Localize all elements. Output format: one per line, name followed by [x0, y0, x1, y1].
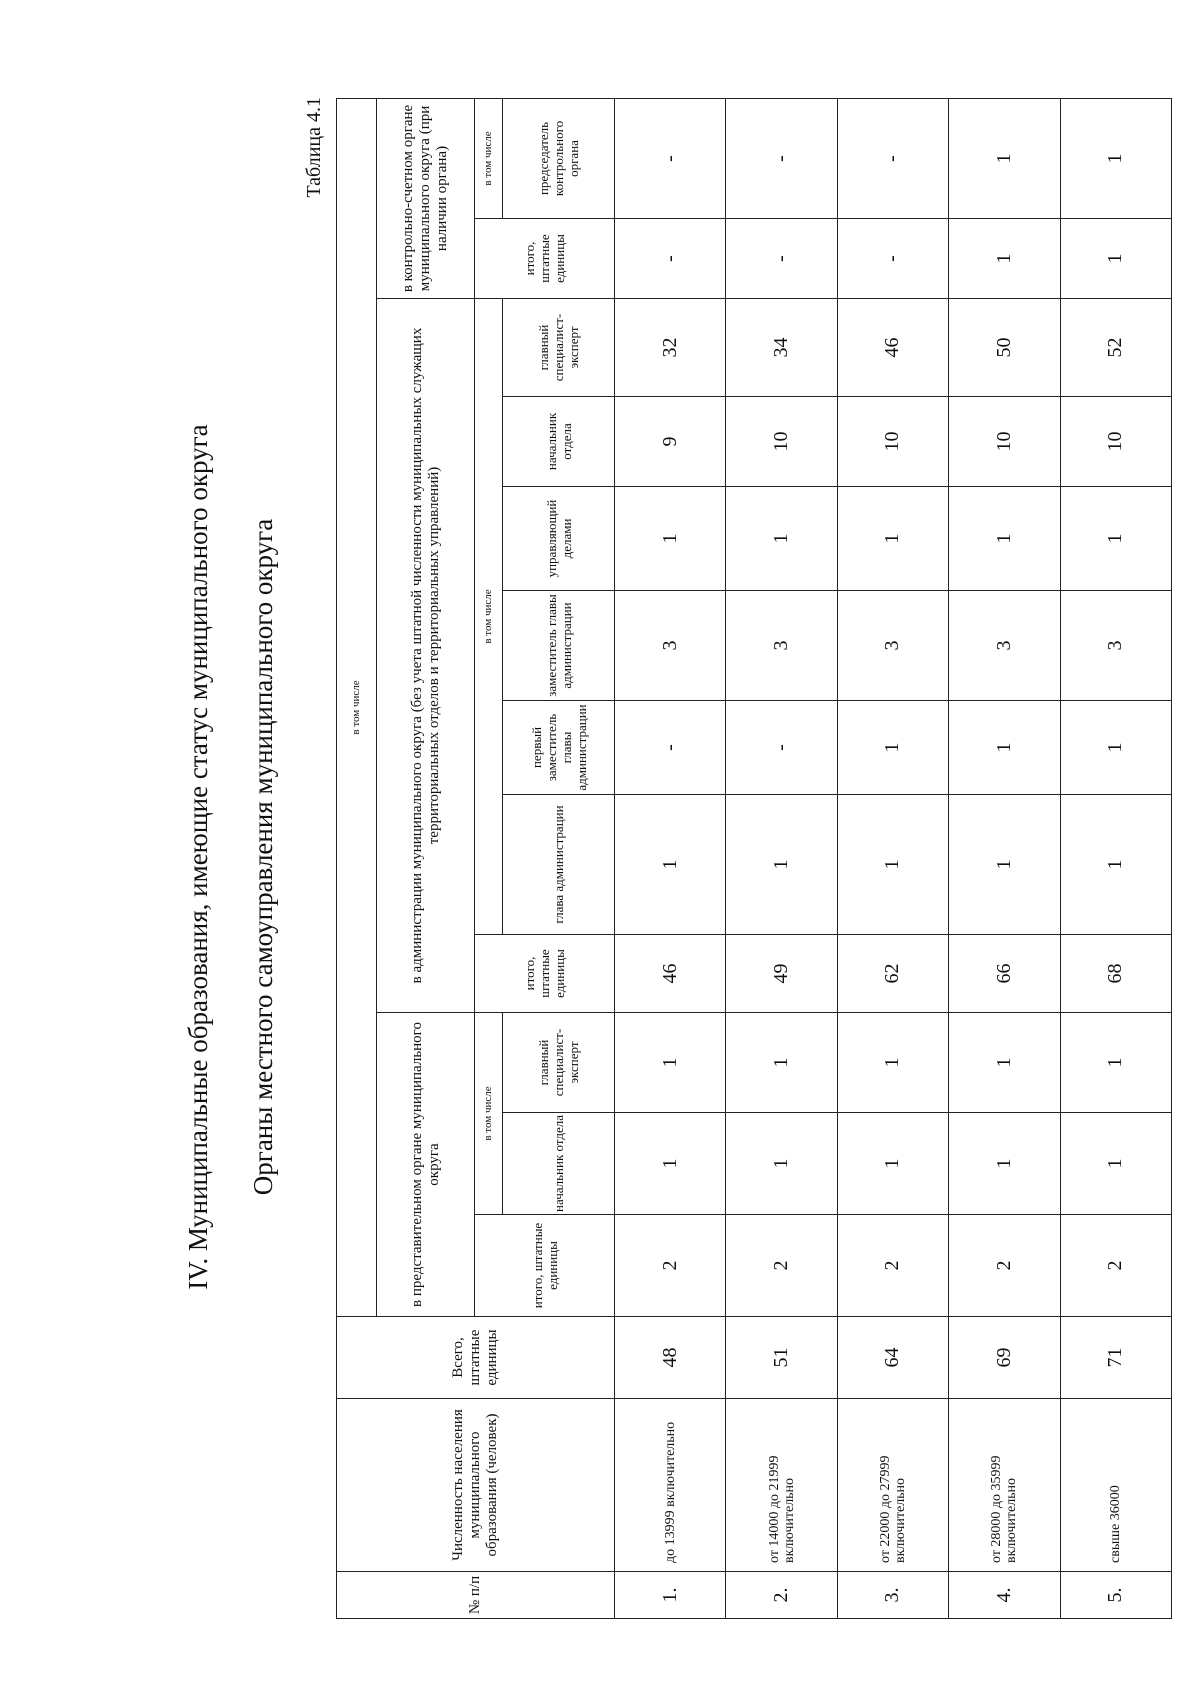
admin-manager-header: управляющий делами [503, 487, 615, 591]
admin-head-dept-cell: 10 [1060, 397, 1171, 487]
admin-first-deputy-header: первый заместитель главы администрации [503, 701, 615, 795]
admin-head-dept-header: начальник отдела [503, 397, 615, 487]
control-chairman-cell: 1 [949, 98, 1060, 218]
table-row [1060, 98, 1171, 1618]
control-total-cell: 1 [949, 219, 1060, 299]
control-total-cell: - [837, 219, 948, 299]
rep-total-header: итого, штатные единицы [475, 1215, 615, 1317]
admin-head-dept-cell: 10 [949, 397, 1060, 487]
rep-head-dept-cell: 1 [837, 1113, 948, 1215]
admin-head-cell: 1 [615, 795, 726, 935]
total-cell: 69 [949, 1317, 1060, 1399]
admin-total-cell: 62 [837, 935, 948, 1013]
admin-first-deputy-cell: 1 [837, 701, 948, 795]
row-number: 1. [615, 1572, 726, 1619]
admin-head-cell: 1 [1060, 795, 1171, 935]
rep-total-cell: 2 [837, 1215, 948, 1317]
control-total-cell: - [615, 219, 726, 299]
admin-including-header: в том числе [475, 299, 503, 935]
rep-chief-spec-cell: 1 [726, 1013, 837, 1113]
admin-manager-cell: 1 [949, 487, 1060, 591]
table-row [726, 98, 837, 1618]
including-header: в том числе [337, 98, 377, 1316]
admin-chief-spec-cell: 34 [726, 299, 837, 397]
admin-total-cell: 46 [615, 935, 726, 1013]
rep-head-dept-cell: 1 [726, 1113, 837, 1215]
rep-total-cell: 2 [615, 1215, 726, 1317]
admin-chief-spec-cell: 46 [837, 299, 948, 397]
rep-total-cell: 2 [1060, 1215, 1171, 1317]
control-including-header: в том числе [475, 98, 503, 218]
staff-table [336, 98, 1172, 1619]
control-chairman-cell: - [837, 98, 948, 218]
admin-deputy-cell: 3 [1060, 591, 1171, 701]
row-number: 4. [949, 1572, 1060, 1619]
population-cell: от 28000 до 35999 включительно [949, 1399, 1060, 1572]
rep-chief-spec-cell: 1 [1060, 1013, 1171, 1113]
admin-header: в администрации муниципального округа (без учета штатной численности муниципальных служащих территориальных отделов и территориальных управлений) [377, 299, 475, 1013]
admin-chief-spec-header: главный специалист-эксперт [503, 299, 615, 397]
population-cell: от 22000 до 27999 включительно [837, 1399, 948, 1572]
row-number: 5. [1060, 1572, 1171, 1619]
admin-chief-spec-cell: 32 [615, 299, 726, 397]
control-total-header: итого, штатные единицы [475, 219, 615, 299]
admin-manager-cell: 1 [1060, 487, 1171, 591]
admin-head-cell: 1 [949, 795, 1060, 935]
rep-chief-spec-cell: 1 [949, 1013, 1060, 1113]
admin-manager-cell: 1 [837, 487, 948, 591]
control-organ-header: в контрольно-счетном органе муниципального округа (при наличии органа) [377, 98, 475, 298]
admin-chief-spec-cell: 50 [949, 299, 1060, 397]
rep-including-header: в том числе [475, 1013, 503, 1215]
control-total-cell: - [726, 219, 837, 299]
col-num-header: № п/п [337, 1572, 615, 1619]
admin-total-cell: 66 [949, 935, 1060, 1013]
admin-first-deputy-cell: - [726, 701, 837, 795]
rep-chief-spec-cell: 1 [837, 1013, 948, 1113]
total-cell: 71 [1060, 1317, 1171, 1399]
table-row [615, 98, 726, 1618]
rep-head-dept-cell: 1 [949, 1113, 1060, 1215]
admin-first-deputy-cell: - [615, 701, 726, 795]
rep-total-cell: 2 [726, 1215, 837, 1317]
control-chairman-cell: 1 [1060, 98, 1171, 218]
section-title: IV. Муниципальные образования, имеющие статус муниципального округа [183, 424, 213, 1290]
total-cell: 48 [615, 1317, 726, 1399]
admin-head-dept-cell: 10 [726, 397, 837, 487]
control-chairman-cell: - [726, 98, 837, 218]
population-cell: свыше 36000 [1060, 1399, 1171, 1572]
rep-chief-spec-cell: 1 [615, 1013, 726, 1113]
col-population-header: Численность населения муниципального образования (человек) [337, 1399, 615, 1572]
rep-total-cell: 2 [949, 1215, 1060, 1317]
admin-deputy-cell: 3 [949, 591, 1060, 701]
total-cell: 51 [726, 1317, 837, 1399]
admin-head-cell: 1 [726, 795, 837, 935]
admin-first-deputy-cell: 1 [1060, 701, 1171, 795]
admin-total-cell: 49 [726, 935, 837, 1013]
rep-head-dept-header: начальник отдела [503, 1113, 615, 1215]
rep-chief-spec-header: главный специалист-эксперт [503, 1013, 615, 1113]
admin-deputy-cell: 3 [837, 591, 948, 701]
population-cell: от 14000 до 21999 включительно [726, 1399, 837, 1572]
admin-deputy-cell: 3 [615, 591, 726, 701]
rep-head-dept-cell: 1 [1060, 1113, 1171, 1215]
admin-head-header: глава администрации [503, 795, 615, 935]
admin-deputy-header: заместитель главы администрации [503, 591, 615, 701]
admin-manager-cell: 1 [726, 487, 837, 591]
control-chairman-cell: - [615, 98, 726, 218]
table-caption: Таблица 4.1 [303, 97, 325, 198]
table-row [837, 98, 948, 1618]
admin-head-dept-cell: 10 [837, 397, 948, 487]
admin-first-deputy-cell: 1 [949, 701, 1060, 795]
admin-head-cell: 1 [837, 795, 948, 935]
admin-total-cell: 68 [1060, 935, 1171, 1013]
control-chairman-header: председатель контрольного органа [503, 98, 615, 218]
row-number: 3. [837, 1572, 948, 1619]
admin-head-dept-cell: 9 [615, 397, 726, 487]
admin-total-header: итого, штатные единицы [475, 935, 615, 1013]
rep-head-dept-cell: 1 [615, 1113, 726, 1215]
table-row [949, 98, 1060, 1618]
row-number: 2. [726, 1572, 837, 1619]
col-total-header: Всего, штатные единицы [337, 1317, 615, 1399]
admin-manager-cell: 1 [615, 487, 726, 591]
rep-organ-header: в представительном органе муниципального округа [377, 1013, 475, 1317]
admin-deputy-cell: 3 [726, 591, 837, 701]
total-cell: 64 [837, 1317, 948, 1399]
population-cell: до 13999 включительно [615, 1399, 726, 1572]
control-total-cell: 1 [1060, 219, 1171, 299]
admin-chief-spec-cell: 52 [1060, 299, 1171, 397]
page-subtitle: Органы местного самоуправления муниципального округа [248, 518, 278, 1196]
